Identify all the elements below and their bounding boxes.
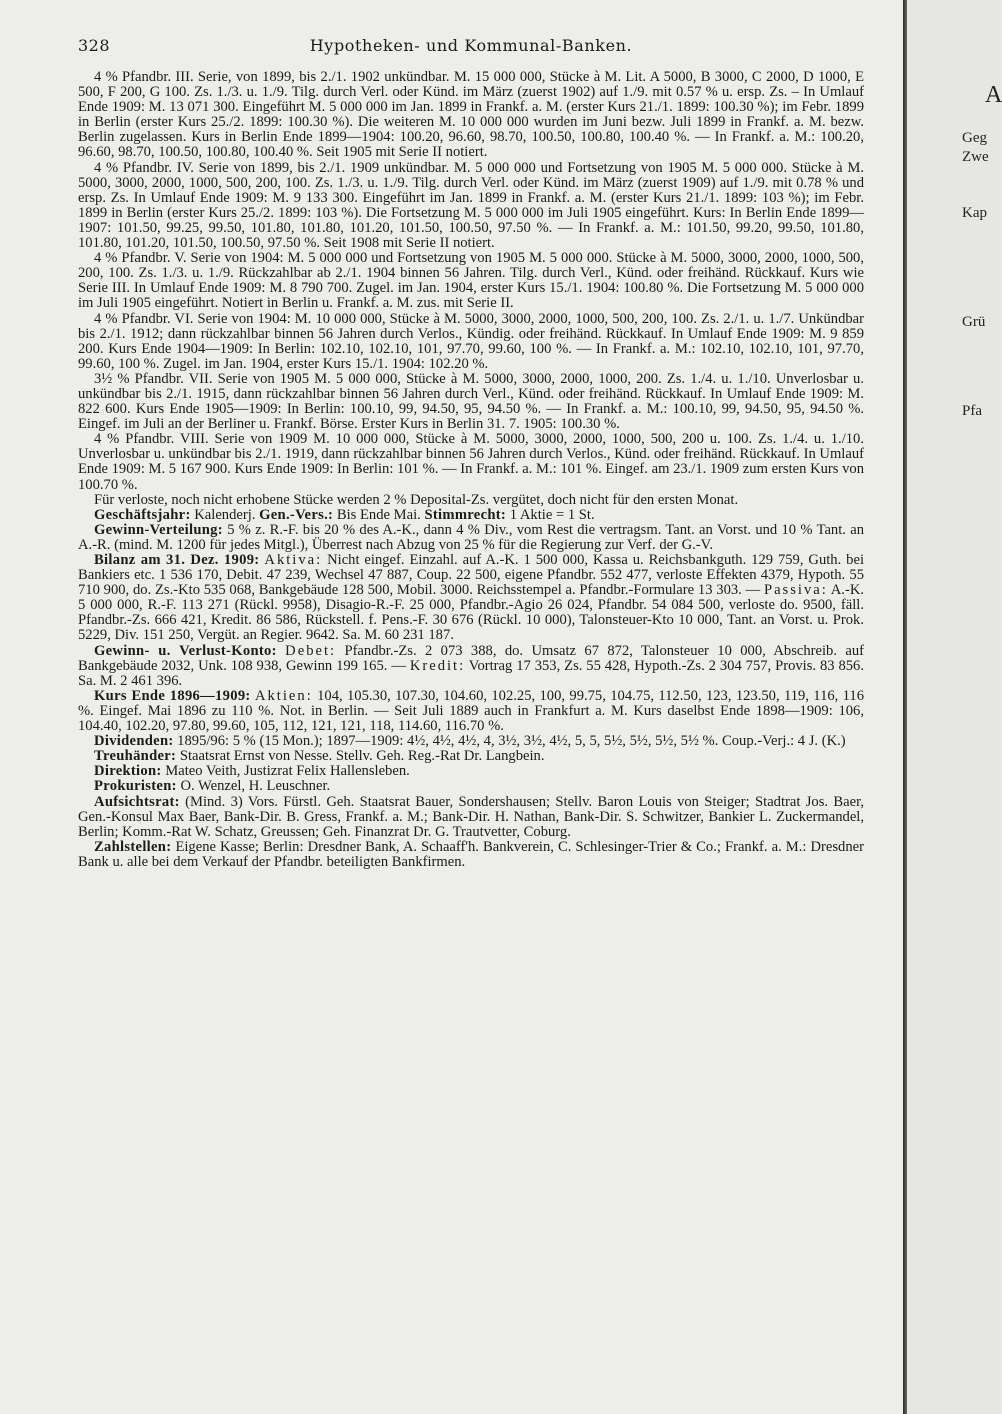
section-label: Zahlstellen: <box>94 838 172 855</box>
section-bilanz <box>78 553 864 644</box>
section-label: Dividenden: <box>94 733 174 750</box>
section-treuhaender <box>78 749 864 764</box>
section-sublabel: Kredit: <box>409 657 466 674</box>
section-text: Bis Ende Mai. <box>333 506 421 523</box>
section-text: Staatsrat Ernst von Nesse. Stellv. Geh. Reg.-Rat Dr. Langbein. <box>176 748 545 765</box>
adjacent-page-fragment: Grü <box>962 314 986 330</box>
section-label: Gen.-Vers.: <box>259 506 334 523</box>
section-geschaeftsjahr <box>78 508 864 523</box>
section-gewinn-verteilung <box>78 523 864 553</box>
section-text: (Mind. 3) Vors. Fürstl. Geh. Staatsrat Bauer, Sondershausen; Stellv. Baron Louis von Steiger; Stadtrat Jos. Baer, Gen.-Konsul Max Baer, Bank-Dir. B. Gress, Frankf. a. M.; Bank-Dir. H. Nathan, Bank-Dir. S. Schwitzer, Bankier L. Zuckermandel, Berlin; Komm.-Rat W. Schatz, Greussen; Geh. Finanzrat Dr. G. Trautvetter, Coburg. <box>78 793 864 840</box>
section-label: Treuhänder: <box>94 748 177 765</box>
section-text: 1 Aktie = 1 St. <box>506 506 595 523</box>
section-dividenden <box>78 734 864 749</box>
section-text: 5 % z. R.-F. bis 20 % des A.-K., dann 4 % Div., vom Rest die vertragsm. Tant. an Vorst. und 10 % Tant. an A.-R. (mind. M. 1200 für jedes Mitgl.), Überrest nach Abzug von 25 % für die Regierung zur Verf. der G.-V. <box>78 521 864 553</box>
section-text: Vortrag 17 353, Zs. 55 428, Hypoth.-Zs. 2 304 757, Provis. 83 856. Sa. M. 2 461 396. <box>78 657 864 689</box>
section-sublabel: Aktien: <box>254 687 313 704</box>
paragraph-depositalzinsen: Für verloste, noch nicht erhobene Stücke werden 2 % Deposital-Zs. vergütet, doch nicht für den ersten Monat. <box>94 491 739 508</box>
section-label: Aufsichtsrat: <box>94 793 180 810</box>
section-text: Mateo Veith, Justizrat Felix Hallensleben. <box>161 763 410 780</box>
section-text: O. Wenzel, H. Leuschner. <box>176 778 331 795</box>
section-zahlstellen <box>78 840 864 870</box>
adjacent-page-fragment: A <box>985 82 1002 108</box>
section-label: Gewinn-Verteilung: <box>94 521 223 538</box>
adjacent-page-fragment: Zwe <box>962 149 989 165</box>
section-text: Kalenderj. <box>190 506 256 523</box>
adjacent-page-fragment: Kap <box>962 205 987 221</box>
section-direktion <box>78 764 864 779</box>
section-gewinn-verlust-konto <box>78 644 864 689</box>
section-sublabel: Debet: <box>285 642 337 659</box>
adjacent-page-fragment: Pfa <box>962 403 982 419</box>
section-text: Pfandbr.-Zs. 2 073 388, do. Umsatz 67 872, Talonsteuer 10 000, Abschreib. auf Bankgebäude 2032, Unk. 108 938, Gewinn 199 165. — <box>78 642 864 674</box>
section-label: Gewinn- u. Verlust-Konto: <box>94 642 277 659</box>
section-prokuristen <box>78 779 864 794</box>
adjacent-page-fragment: Geg <box>962 130 987 146</box>
section-label: Stimmrecht: <box>424 506 507 523</box>
section-text: Eigene Kasse; Berlin: Dresdner Bank, A. Schaaff'h. Bankverein, C. Schlesinger-Trier & Co.; Frankf. a. M.: Dresdner Bank u. alle bei dem Verkauf der Pfandbr. beteiligten Bankfirmen. <box>78 838 864 870</box>
body-text <box>78 70 864 870</box>
paragraph-pfandbr-iii: 4 % Pfandbr. III. Serie, von 1899, bis 2./1. 1902 unkündbar. M. 15 000 000, Stücke à M. Lit. A 5000, B 3000, C 2000, D 1000, E 500, F 200, G 100. Zs. 1./3. u. 1./9. Tilg. durch Verl. oder Künd. im März (zuerst 1902) auf 1./9. mit 0.57 % u. ersp. Zs. – In Umlauf Ende 1909: M. 13 071 300. Eingeführt M. 5 000 000 im Jan. 1899 in Frankf. a. M. (erster Kurs 21./1. 1899: 100.30 %); im Febr. 1899 in Berlin (erster Kurs 25./2. 1899: 100.30 %). Die weiteren M. 10 000 000 wurden im Juni bezw. Juli 1899 in Frankf. a. M. bezw. Berlin zugelassen. Kurs in Berlin Ende 1899—1904: 100.20, 96.60, 98.70, 100.50, 100.80, 100.40 %. — In Frankf. a. M.: 100.20, 96.60, 98.70, 100.50, 100.80, 100.40 %. Seit 1905 mit Serie II notiert. <box>78 69 864 161</box>
section-text: Nicht eingef. Einzahl. auf A.-K. 1 500 000, Kassa u. Reichsbankguth. 129 759, Guth. bei Bankiers etc. 1 536 170, Debit. 47 239, Wechsel 47 887, Coup. 22 500, eigene Pfandbr. 552 477, verloste Effekten 4379, Hypoth. 55 710 900, do. Zs.-Kto 535 068, Bankgebäude 128 500, Mobil. 3000. Reichsstempel a. Pfandbr.-Formulare 13 303. — <box>78 552 864 599</box>
paragraph-pfandbr-v: 4 % Pfandbr. V. Serie von 1904: M. 5 000 000 und Fortsetzung von 1905 M. 5 000 000. Stücke à M. 5000, 3000, 2000, 1000, 500, 200, 100. Zs. 1./3. u. 1./9. Rückzahlbar ab 2./1. 1904 binnen 56 Jahren. Tilg. durch Verl., Künd. oder freihänd. Rückkauf. Kurs wie Serie III. In Umlauf Ende 1909: M. 8 790 700. Zugel. im Jan. 1904, erster Kurs 15./1. 1904: 100.80 %. Die Fortsetzung M. 5 000 000 im Juli 1905 eingeführt. Notiert in Berlin u. Frankf. a. M. zus. mit Serie II. <box>78 250 864 312</box>
section-text: A.-K. 5 000 000, R.-F. 113 271 (Rückl. 9958), Disagio-R.-F. 25 000, Pfandbr.-Agio 26 024, Pfandbr. 54 084 500, verloste do. 9500, fäll. Pfandbr.-Zs. 666 421, Kredit. 86 586, Rückstell. f. Pens.-F. 30 676 (Rückl. 10 000), Talonsteuer-Kto 10 000, Tant. an Vorst. u. Prok. 5229, Div. 151 250, Vergüt. an Regier. 9642. Sa. M. 60 231 187. <box>78 582 865 644</box>
page-header <box>78 36 864 66</box>
section-kurs <box>78 689 864 734</box>
section-sublabel: Passiva: <box>763 582 828 599</box>
paragraph-pfandbr-viii: 4 % Pfandbr. VIII. Serie von 1909 M. 10 000 000, Stücke à M. 5000, 3000, 2000, 1000, 500, 200 u. 100. Zs. 1./4. u. 1./10. Unverlosbar u. unkündbar bis 2./1. 1919, dann rückzahlbar binnen 56 Jahren durch Verlos., Künd. oder freihänd. Rückkauf. In Umlauf Ende 1909: M. 5 167 900. Kurs Ende 1909: In Berlin: 101 %. — In Frankf. a. M.: 101 %. Eingef. am 23./1. 1909 zum ersten Kurs von 100.70 %. <box>78 431 864 493</box>
section-label: Prokuristen: <box>94 778 177 795</box>
paragraph-pfandbr-vi: 4 % Pfandbr. VI. Serie von 1904: M. 10 000 000, Stücke à M. 5000, 3000, 2000, 1000, 500, 200, 100. Zs. 2./1. u. 1./7. Unkündbar bis 2./1. 1912; dann rückzahlbar binnen 56 Jahren durch Verlos., Kündig. oder freihänd. Rückkauf. In Umlauf Ende 1909: M. 9 859 200. Kurs Ende 1904—1909: In Berlin: 102.10, 102.10, 101, 97.70, 99.60, 100 %. — In Frankf. a. M.: 102.10, 102.10, 101, 97.70, 99.60, 100 %. Zugel. im Jan. 1904, erster Kurs 15./1. 1904: 102.20 %. <box>78 310 864 372</box>
page-number: 328 <box>78 36 111 55</box>
section-label: Direktion: <box>94 763 162 780</box>
running-head: Hypotheken- und Kommunal-Banken. <box>309 36 633 55</box>
section-label: Geschäftsjahr: <box>94 506 191 523</box>
section-text: 1895/96: 5 % (15 Mon.); 1897—1909: 4½, 4½, 4½, 4, 3½, 3½, 4½, 5, 5, 5½, 5½, 5½, 5½ %. Coup.-Verj.: 4 J. (K.) <box>173 733 846 750</box>
section-label: Bilanz am 31. Dez. 1909: <box>94 552 260 568</box>
section-label: Kurs Ende 1896—1909: <box>94 687 251 704</box>
section-sublabel: Aktiva: <box>264 552 323 568</box>
section-aufsichtsrat <box>78 795 864 840</box>
section-text: 104, 105.30, 107.30, 104.60, 102.25, 100, 99.75, 104.75, 112.50, 123, 123.50, 119, 116, 116 %. Eingef. Mai 1896 zu 110 %. Not. in Berlin. — Seit Juli 1889 auch in Frankfurt a. M. Kurs daselbst Ende 1898—1909: 106, 104.40, 102.20, 97.80, 99.60, 105, 112, 121, 121, 118, 114.60, 116.70 %. <box>78 687 865 735</box>
paragraph-pfandbr-vii: 3½ % Pfandbr. VII. Serie von 1905 M. 5 000 000, Stücke à M. 5000, 3000, 2000, 1000, 200. Zs. 1./4. u. 1./10. Unverlosbar u. unkündbar bis 2./1. 1915, dann rückzahlbar binnen 56 Jahren durch Verl., Künd. oder freihänd. Rückkauf. In Umlauf Ende 1909: M. 822 600. Kurs Ende 1905—1909: In Berlin: 100.10, 99, 94.50, 95, 94.50 %. — In Frankf. a. M.: 100.10, 99, 94.50, 95, 94.50 %. Eingef. im Juli an der Berliner u. Frankf. Börse. Erster Kurs in Berlin 31. 7. 1905: 100.30 %. <box>78 370 864 433</box>
paragraph-pfandbr-iv: 4 % Pfandbr. IV. Serie von 1899, bis 2./1. 1909 unkündbar. M. 5 000 000 und Fortsetzung von 1905 M. 5 000 000. Stücke à M. 5000, 3000, 2000, 1000, 500, 200, 100. Zs. 1./3. u. 1./9. Tilg. durch Verl. oder Künd. im März (zuerst 1909) auf 1./9. mit 0.78 % und ersp. Zs. In Umlauf Ende 1909: M. 9 133 300. Eingeführt im Jan. 1899 in Frankf. a. M. (erster Kurs 21./1. 1899: 103 %); im Febr. 1899 in Berlin (erster Kurs 25./2. 1899: 103 %). Die Fortsetzung M. 5 000 000 im Juli 1905 eingeführt. Kurs: In Berlin Ende 1899—1907: 101.50, 99.25, 99.50, 101.80, 101.80, 101.20, 101.50, 100.50, 97.50 %. — In Frankf. a. M.: 101.50, 99.20, 99.50, 101.80, 101.80, 101.20, 101.50, 100.50, 97.50 %. Seit 1908 mit Serie II notiert. <box>78 159 864 252</box>
